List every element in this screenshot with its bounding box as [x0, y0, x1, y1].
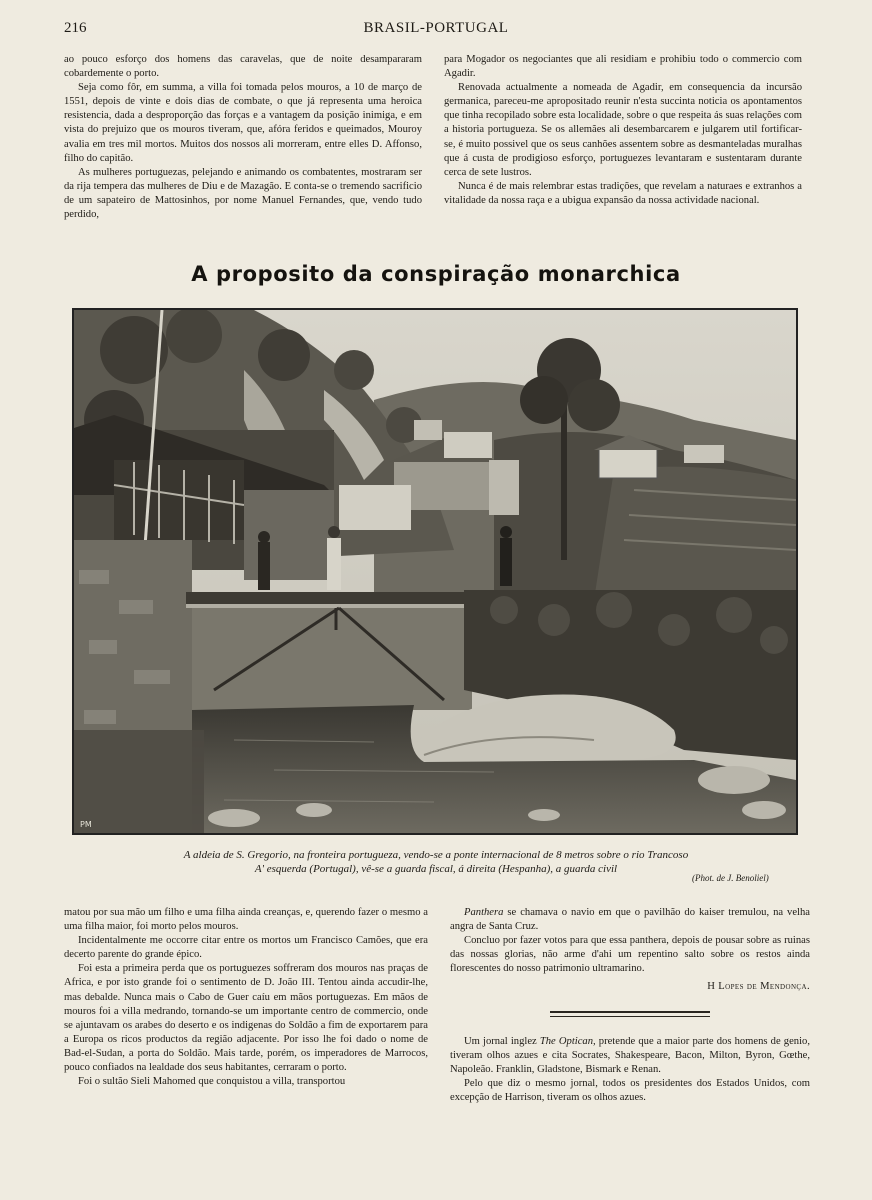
paragraph: Seja como fôr, em summa, a villa foi tomada pelos mouros, a 10 de março de 1551, depois de vinte e dois dias de combate, o que já representa uma heroica resistencia, dada a desproporção das forças e a vantagem da posição inimiga, e em vista do prejuizo que os mouros tiveram, que, afóra feridos e queimados, Mouroy avalia em tres mil mortos. Muitos dos nossos ali morreram, entre elles D. Affonso, filho do capitão. — [64, 82, 422, 164]
paragraph: Foi esta a primeira perda que os portuguezes soffreram dos mouros nas praças de Africa, e por isto grande foi o sentimento de D. João III. Tentou ainda accudir-lhe, mas debalde. Nunca mais o Cabo de Guer caíu em mãos portuguezas. Em mãos de mouros foi a villa medrando, tornando-se um importante centro de commercio, onde se ajuntavam os arabes do deserto e os indigenas do Soldão a fim de exportarem para a Europa os ricos productos da região adjacente. Por isso lhe foi dado o nome de Bad-el-Sudan, a porta do Soldão. Mais tarde, porém, os imperadores de Marrocos, pouco confiados na lealdade dos seus habitantes, cerraram o porto. — [64, 963, 428, 1074]
paragraph — [450, 1035, 810, 1077]
caption-line-2: A' esquerda (Portugal), vê-se a guarda fiscal, á direita (Hespanha), a guarda civil — [254, 863, 618, 875]
paragraph: Concluo por fazer votos para que essa panthera, depois de pousar sobre as ruinas das nossas glorias, não arme d'ahi um repentino salto sobre os restos ainda florescentes do nosso patrimonio ultramarino. — [450, 935, 810, 975]
paragraph: matou por sua mão um filho e uma filha ainda creanças, e, querendo fazer o mesmo a uma filha maior, foi morto pelos mouros. — [64, 907, 428, 933]
village-photograph — [72, 308, 798, 835]
photo-caption — [0, 848, 872, 876]
paragraph: Foi o sultão Sieli Mahomed que conquistou a villa, transportou — [78, 1076, 346, 1088]
paragraph: Nunca é de mais relembrar estas tradições, que revelam a naturaes e extranhos a vitalidade da nossa raça e a ubigua expansão da nossa actividade nacional. — [444, 180, 802, 206]
paragraph-text: Um jornal inglez — [464, 1035, 540, 1047]
photo-illustration — [74, 310, 796, 833]
paragraph — [450, 906, 810, 934]
section-separator — [550, 1011, 710, 1017]
page-number: 216 — [64, 20, 87, 36]
paragraph: Renovada actualmente a nomeada de Agadir, em consequencia da incursão germanica, pareceu-me apropositado reunir n'esta succinta noticia os apontamentos que tinha recopilado sobre esta localidade, sobre o que respeita ás suas relações com a historia portugueza. Se os allemães ali desembarcarem e julgarem util fortificar-se, é muito possivel que os seus canhões assentem sobre as desmanteladas muralhas que á custa de prodigioso esforço, portuguezes levantaram e sustentaram durante cerca de sete lustros. — [444, 82, 802, 178]
author-signature: H Lopes de Mendonça. — [707, 981, 810, 993]
paragraph-text: se chamava o navio em que o pavilhão do kaiser tremulou, na velha angra de Santa Cruz. — [450, 907, 810, 933]
photo-monogram: PM — [80, 820, 92, 829]
journal-name: The Optican, — [539, 1035, 596, 1047]
photo-credit: (Phot. de J. Benoliel) — [692, 873, 769, 883]
paragraph: As mulheres portuguezas, pelejando e animando os combatentes, mostraram ser da rija tempera das mulheres de Diu e de Mazagão. E conta-se o tremendo sacrificio de um sapateiro de Mattosinhos, por nome Manuel Fernandes, que, vendo tudo perdido, — [64, 166, 422, 221]
caption-line-1: A aldeia de S. Gregorio, na fronteira portugueza, vendo-se a ponte internacional de 8 metros sobre o rio Trancoso — [183, 849, 689, 861]
ship-name: Panthera — [464, 907, 504, 918]
paragraph: para Mogador os negociantes que ali residiam e prohibiu todo o commercio com Agadir. — [444, 54, 802, 80]
paragraph: ao pouco esforço dos homens das caravelas, que de noite desampararam cobardemente o porto. — [64, 54, 422, 80]
bottom-right-column — [450, 906, 810, 1105]
paragraph-text: pretende que a maior parte dos homens de genio, tiveram olhos azues e cita Socrates, Shakespeare, Bacon, Milton, Byron, Gœthe, Napoleão. Franklin, Gladstone, Bismark e Renan. — [450, 1035, 810, 1075]
paragraph: Pelo que diz o mesmo jornal, todos os presidentes dos Estados Unidos, com excepção de Harrison, tiveram os olhos azues. — [450, 1077, 810, 1103]
article-headline: A proposito da conspiração monarchica — [191, 262, 681, 286]
bottom-left-column — [64, 906, 428, 1089]
top-right-column — [444, 53, 802, 208]
top-left-column — [64, 53, 422, 222]
paragraph: Incidentalmente me occorre citar entre os mortos um Francisco Camões, que era decerto parente do grande épico. — [64, 935, 428, 961]
running-title: BRASIL-PORTUGAL — [363, 20, 509, 36]
